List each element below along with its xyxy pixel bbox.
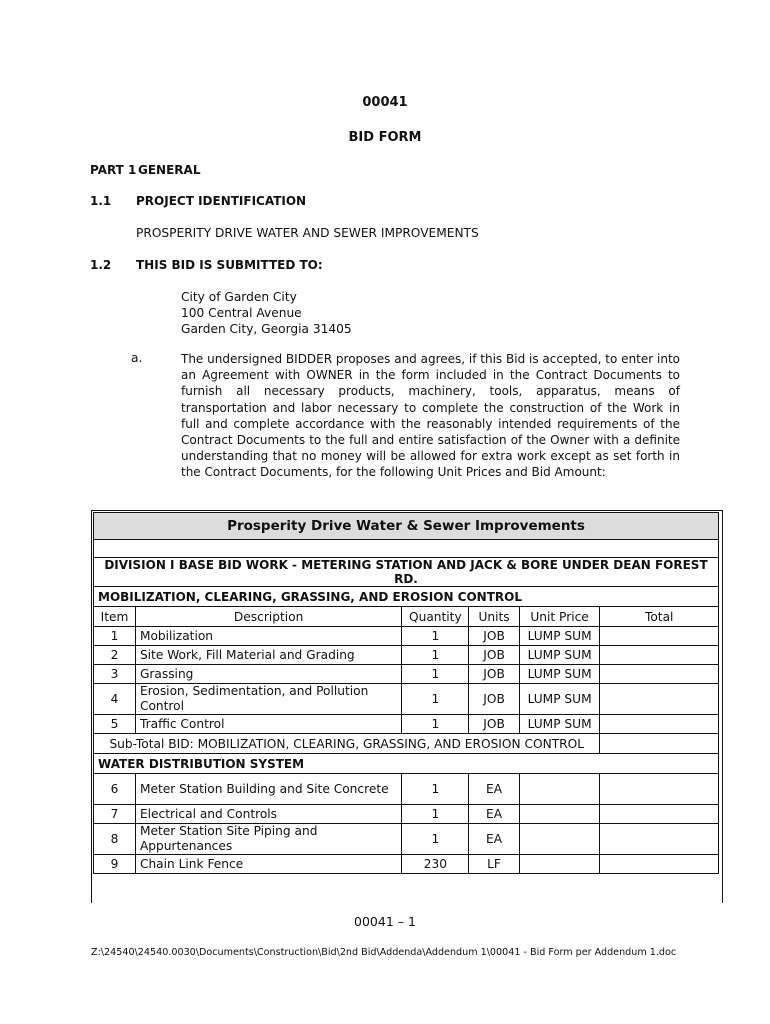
subtotal-label: Sub-Total BID: MOBILIZATION, CLEARING, GRASSING, AND EROSION CONTROL (94, 734, 600, 754)
address-line: 100 Central Avenue (181, 306, 302, 320)
address-line: City of Garden City (181, 290, 297, 304)
item-total[interactable] (600, 715, 719, 734)
item-number: 8 (94, 824, 136, 855)
item-description: Site Work, Fill Material and Grading (135, 646, 401, 665)
section-1-2-title: THIS BID IS SUBMITTED TO: (136, 258, 323, 272)
table-title: Prosperity Drive Water & Sewer Improvements (94, 513, 719, 540)
item-quantity: 1 (402, 665, 469, 684)
column-header-quantity: Quantity (402, 607, 469, 627)
division-heading: DIVISION I BASE BID WORK - METERING STATION AND JACK & BORE UNDER DEAN FOREST RD. (94, 558, 719, 587)
part-heading (90, 163, 200, 177)
item-units: JOB (469, 684, 519, 715)
item-units: EA (469, 824, 519, 855)
item-total[interactable] (600, 824, 719, 855)
item-description: Erosion, Sedimentation, and Pollution Control (135, 684, 401, 715)
item-units: EA (469, 774, 519, 805)
item-description: Traffic Control (135, 715, 401, 734)
item-quantity: 1 (402, 715, 469, 734)
item-unit-price: LUMP SUM (519, 646, 600, 665)
item-total[interactable] (600, 855, 719, 874)
item-quantity: 1 (402, 646, 469, 665)
part-number: PART 1 (90, 163, 137, 177)
item-units: EA (469, 805, 519, 824)
item-units: JOB (469, 715, 519, 734)
item-description: Grassing (135, 665, 401, 684)
table-row (94, 774, 719, 805)
item-quantity: 230 (402, 855, 469, 874)
item-units: JOB (469, 665, 519, 684)
item-quantity: 1 (402, 684, 469, 715)
paragraph-label: a. (131, 351, 143, 365)
item-number: 5 (94, 715, 136, 734)
item-unit-price[interactable] (519, 824, 600, 855)
section-heading: MOBILIZATION, CLEARING, GRASSING, AND EROSION CONTROL (94, 587, 719, 607)
item-total[interactable] (600, 665, 719, 684)
item-total[interactable] (600, 627, 719, 646)
item-unit-price: LUMP SUM (519, 665, 600, 684)
item-description: Chain Link Fence (135, 855, 401, 874)
subtotal-value[interactable] (600, 734, 719, 754)
page-number: 00041 – 1 (354, 914, 416, 929)
item-unit-price: LUMP SUM (519, 715, 600, 734)
column-header-unit-price: Unit Price (519, 607, 600, 627)
item-number: 6 (94, 774, 136, 805)
bid-table (91, 510, 723, 903)
item-total[interactable] (600, 805, 719, 824)
item-description: Mobilization (135, 627, 401, 646)
item-total[interactable] (600, 646, 719, 665)
item-number: 3 (94, 665, 136, 684)
column-header-row (94, 607, 719, 627)
table-row (94, 824, 719, 855)
item-quantity: 1 (402, 824, 469, 855)
item-unit-price[interactable] (519, 774, 600, 805)
section-1-1-number: 1.1 (90, 194, 112, 208)
item-quantity: 1 (402, 805, 469, 824)
subtotal-row (94, 734, 719, 754)
item-description: Meter Station Site Piping and Appurtenances (135, 824, 401, 855)
section-heading: WATER DISTRIBUTION SYSTEM (94, 754, 719, 774)
bid-paragraph: The undersigned BIDDER proposes and agrees, if this Bid is accepted, to enter into an Agreement with OWNER in the form included in the Contract Documents to furnish all necessary products, machinery, tools, apparatus, means of transportation and labor necessary to complete the construction of the Work in full and complete accordance with the reasonably intended requirements of the Contract Documents to the full and entire satisfaction of the Owner with a definite understanding that no money will be allowed for extra work except as set forth in the Contract Documents, for the following Unit Prices and Bid Amount: (181, 352, 680, 480)
column-header-description: Description (135, 607, 401, 627)
item-description: Electrical and Controls (135, 805, 401, 824)
blank-row (94, 540, 719, 558)
item-number: 9 (94, 855, 136, 874)
item-number: 2 (94, 646, 136, 665)
table-row (94, 627, 719, 646)
item-unit-price: LUMP SUM (519, 684, 600, 715)
item-number: 1 (94, 627, 136, 646)
document-number: 00041 (362, 95, 408, 110)
item-quantity: 1 (402, 627, 469, 646)
item-description: Meter Station Building and Site Concrete (135, 774, 401, 805)
item-unit-price[interactable] (519, 805, 600, 824)
item-number: 4 (94, 684, 136, 715)
item-unit-price: LUMP SUM (519, 627, 600, 646)
column-header-units: Units (469, 607, 519, 627)
table-row (94, 805, 719, 824)
project-name: PROSPERITY DRIVE WATER AND SEWER IMPROVEMENTS (136, 226, 479, 240)
item-total[interactable] (600, 774, 719, 805)
table-row (94, 646, 719, 665)
address-line: Garden City, Georgia 31405 (181, 322, 352, 336)
item-number: 7 (94, 805, 136, 824)
item-total[interactable] (600, 684, 719, 715)
file-path: Z:\24540\24540.0030\Documents\Construction\Bid\2nd Bid\Addenda\Addendum 1\00041 - Bid Form per Addendum 1.doc (91, 947, 677, 958)
item-units: JOB (469, 627, 519, 646)
table-row (94, 684, 719, 715)
column-header-item: Item (94, 607, 136, 627)
section-1-2-number: 1.2 (90, 258, 112, 272)
item-units: LF (469, 855, 519, 874)
document-title: BID FORM (348, 130, 422, 145)
table-row (94, 665, 719, 684)
item-quantity: 1 (402, 774, 469, 805)
item-units: JOB (469, 646, 519, 665)
table-row (94, 855, 719, 874)
section-1-1-title: PROJECT IDENTIFICATION (136, 194, 307, 208)
table-row (94, 715, 719, 734)
item-unit-price[interactable] (519, 855, 600, 874)
column-header-total: Total (600, 607, 719, 627)
part-title: GENERAL (138, 163, 201, 177)
